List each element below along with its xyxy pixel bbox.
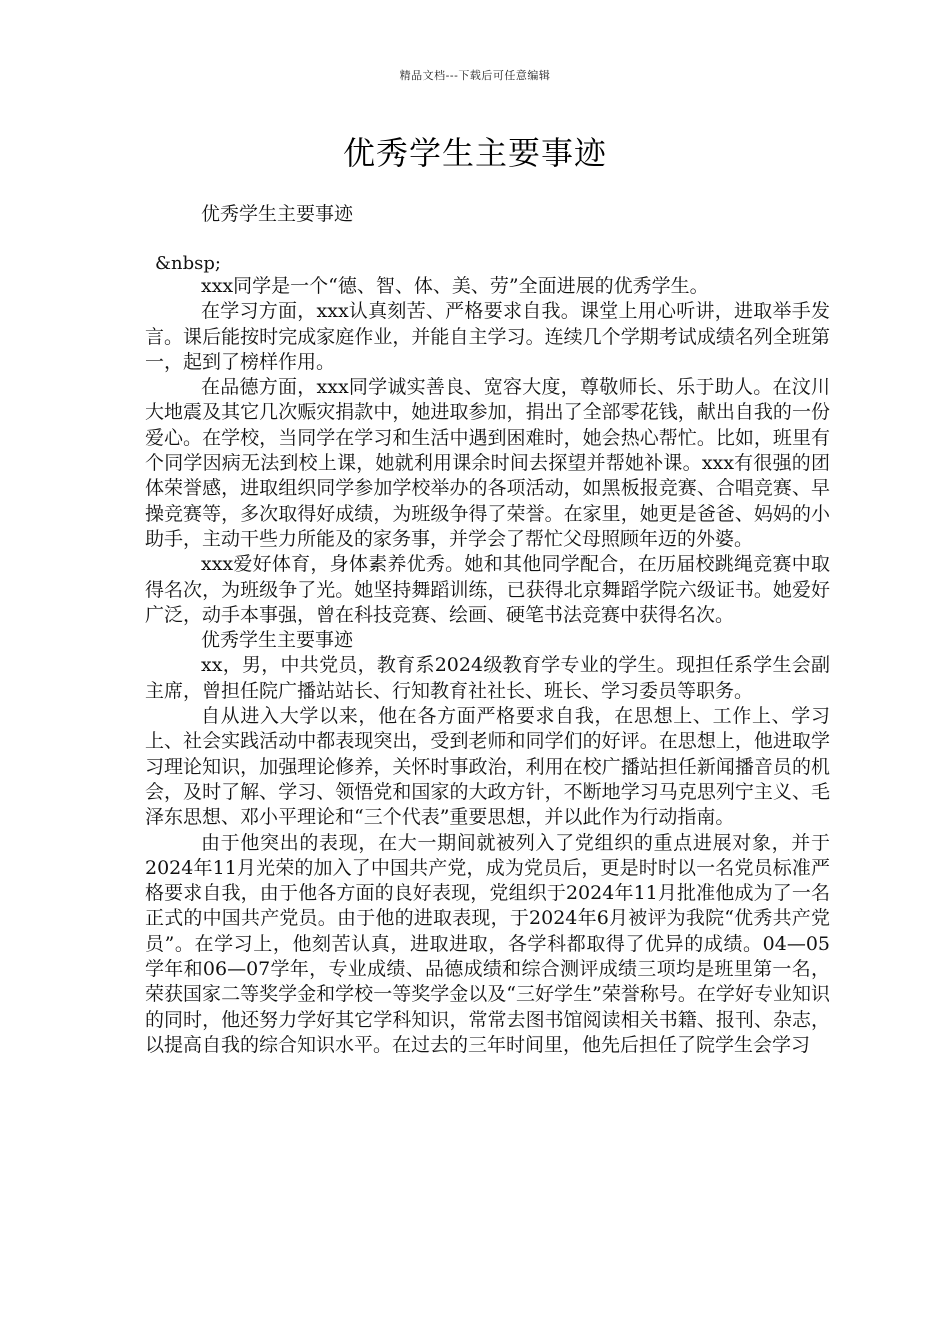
paragraph-profile: xx，男，中共党员，教育系2024级教育学专业的学生。现担任系学生会副主席，曾担任院广播站站长、行知教育社社长、班长、学习委员等职务。	[145, 654, 830, 702]
paragraph-study: 在学习方面，xxx认真刻苦、严格要求自我。课堂上用心听讲，进取举手发言。课后能按时完成家庭作业，并能自主学习。连续几个学期考试成绩名列全班第一，起到了榜样作用。	[145, 300, 830, 373]
header-note: 精品文档---下载后可任意编辑	[399, 69, 551, 82]
section-heading: 优秀学生主要事迹	[201, 629, 354, 652]
document-subtitle: 优秀学生主要事迹	[201, 203, 354, 225]
document-title: 优秀学生主要事迹	[342, 134, 607, 172]
document-body	[145, 274, 830, 1058]
paragraph-thought: 自从进入大学以来，他在各方面严格要求自我，在思想上、工作上、学习上、社会实践活动中都表现突出，受到老师和同学们的好评。在思想上，他进取学习理论知识，加强理论修养，关怀时事政治，利用在校广播站担任新闻播音员的机会，及时了解、学习、领悟党和国家的大政方针，不断地学习马克思列宁主义、毛泽东思想、邓小平理论和“三个代表”重要思想，并以此作为行动指南。	[145, 705, 830, 829]
nbsp-entity-text: &nbsp;	[155, 253, 221, 274]
paragraph-sports: xxx爱好体育，身体素养优秀。她和其他同学配合，在历届校跳绳竞赛中取得名次，为班级争了光。她坚持舞蹈训练，已获得北京舞蹈学院六级证书。她爱好广泛，动手本事强，曾在科技竞赛、绘画、硬笔书法竞赛中获得名次。	[145, 553, 830, 626]
paragraph-achievements: 由于他突出的表现，在大一期间就被列入了党组织的重点进展对象，并于2024年11月光荣的加入了中国共产党，成为党员后，更是时时以一名党员标准严格要求自我，由于他各方面的良好表现，党组织于2024年11月批准他成为了一名正式的中国共产党员。由于他的进取表现，于2024年6月被评为我院“优秀共产党员”。在学习上，他刻苦认真，进取进取，各学科都取得了优异的成绩。04—05学年和06—07学年，专业成绩、品德成绩和综合测评成绩三项均是班里第一名，荣获国家二等奖学金和学校一等奖学金以及“三好学生”荣誉称号。在学好专业知识的同时，他还努力学好其它学科知识，常常去图书馆阅读相关书籍、报刊、杂志，以提高自我的综合知识水平。在过去的三年时间里，他先后担任了院学生会学习	[145, 831, 830, 1056]
paragraph-overview: xxx同学是一个“德、智、体、美、劳”全面进展的优秀学生。	[201, 275, 709, 297]
paragraph-morality: 在品德方面，xxx同学诚实善良、宽容大度，尊敬师长、乐于助人。在汶川大地震及其它几次赈灾捐款中，她进取参加，捐出了全部零花钱，献出自我的一份爱心。在学校，当同学在学习和生活中遇到困难时，她会热心帮忙。比如，班里有个同学因病无法到校上课，她就利用课余时间去探望并帮她补课。xxx有很强的团体荣誉感，进取组织同学参加学校举办的各项活动，如黑板报竞赛、合唱竞赛、早操竞赛等，多次取得好成绩，为班级争得了荣誉。在家里，她更是爸爸、妈妈的小助手，主动干些力所能及的家务事，并学会了帮忙父母照顾年迈的外婆。	[145, 376, 830, 550]
